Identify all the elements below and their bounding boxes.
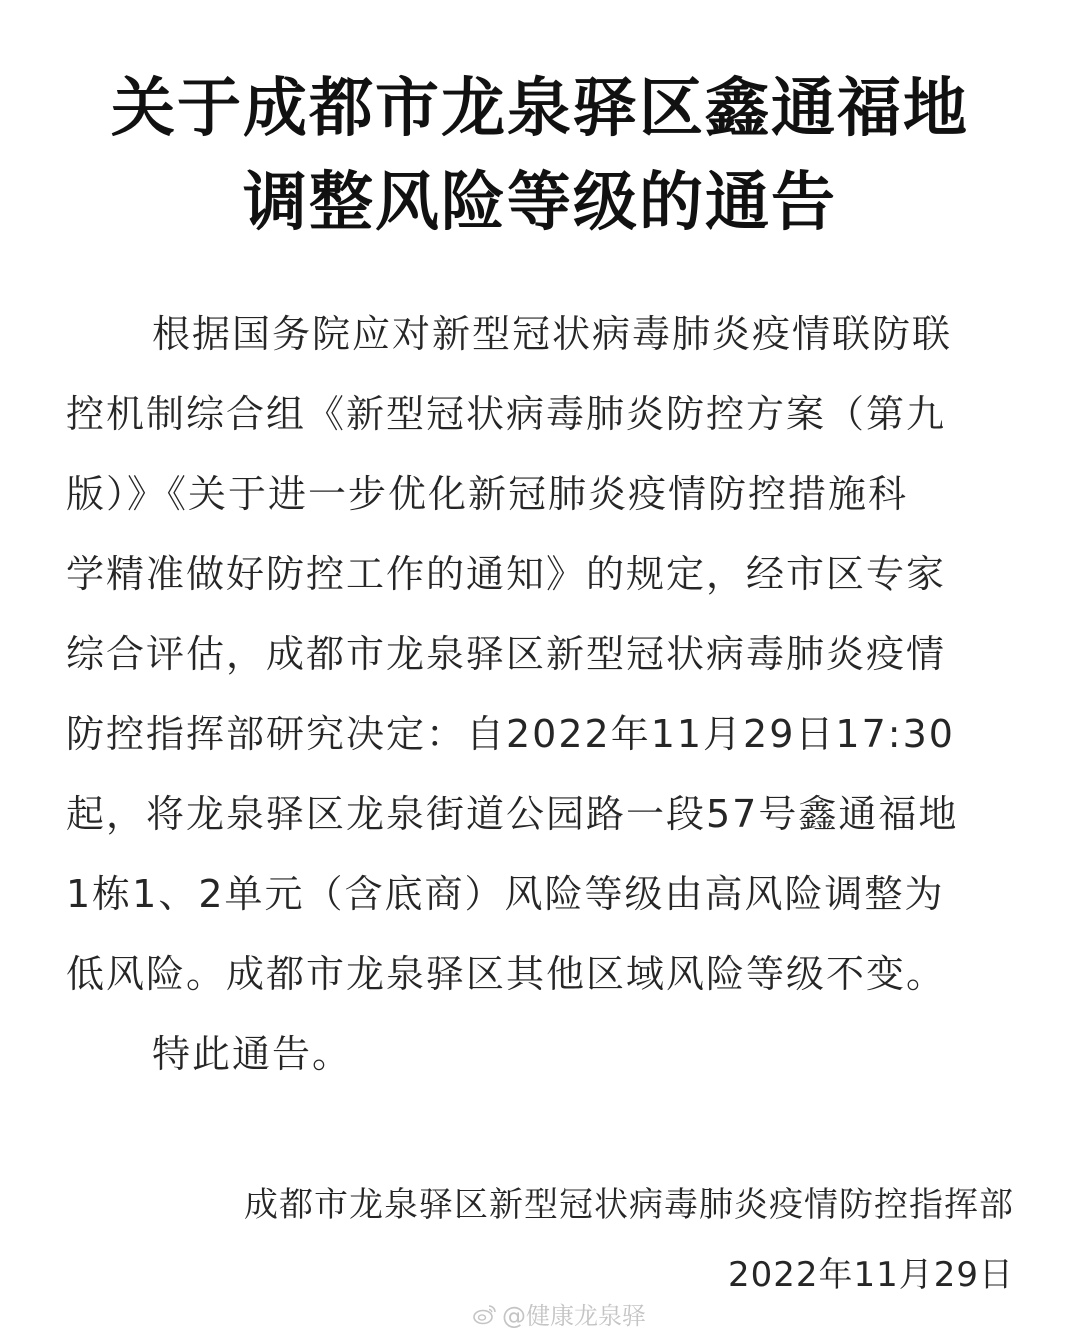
title-line: 调整风险等级的通告 <box>243 165 837 240</box>
body-line: 综合评估，成都市龙泉驿区新型冠状病毒肺炎疫情 <box>66 632 947 676</box>
body-line: 版）》《关于进一步优化新冠肺炎疫情防控措施科 <box>66 472 909 516</box>
weibo-icon <box>472 1303 498 1325</box>
notice-body <box>66 294 1014 1094</box>
closing-text: 特此通告。 <box>152 1032 353 1076</box>
body-line: 控机制综合组《新型冠状病毒肺炎防控方案（第九 <box>66 392 947 436</box>
issue-date: 2022年11月29日 <box>727 1255 1014 1295</box>
signature-block <box>244 1170 1014 1310</box>
issuing-authority: 成都市龙泉驿区新型冠状病毒肺炎疫情防控指挥部 <box>244 1185 1014 1225</box>
watermark-text: @健康龙泉驿 <box>502 1302 646 1330</box>
body-line: 起，将龙泉驿区龙泉街道公园路一段57号鑫通福地 <box>66 792 959 836</box>
body-line: 低风险。成都市龙泉驿区其他区域风险等级不变。 <box>66 952 947 996</box>
body-line: 根据国务院应对新型冠状病毒肺炎疫情联防联 <box>152 312 953 356</box>
notice-title <box>0 62 1080 250</box>
title-line: 关于成都市龙泉驿区鑫通福地 <box>111 71 969 146</box>
weibo-watermark <box>472 1296 646 1331</box>
body-line: 学精准做好防控工作的通知》的规定，经市区专家 <box>66 552 947 596</box>
body-line: 1栋1、2单元（含底商）风险等级由高风险调整为 <box>66 872 945 916</box>
body-line: 防控指挥部研究决定：自2022年11月29日17:30 <box>66 712 955 756</box>
